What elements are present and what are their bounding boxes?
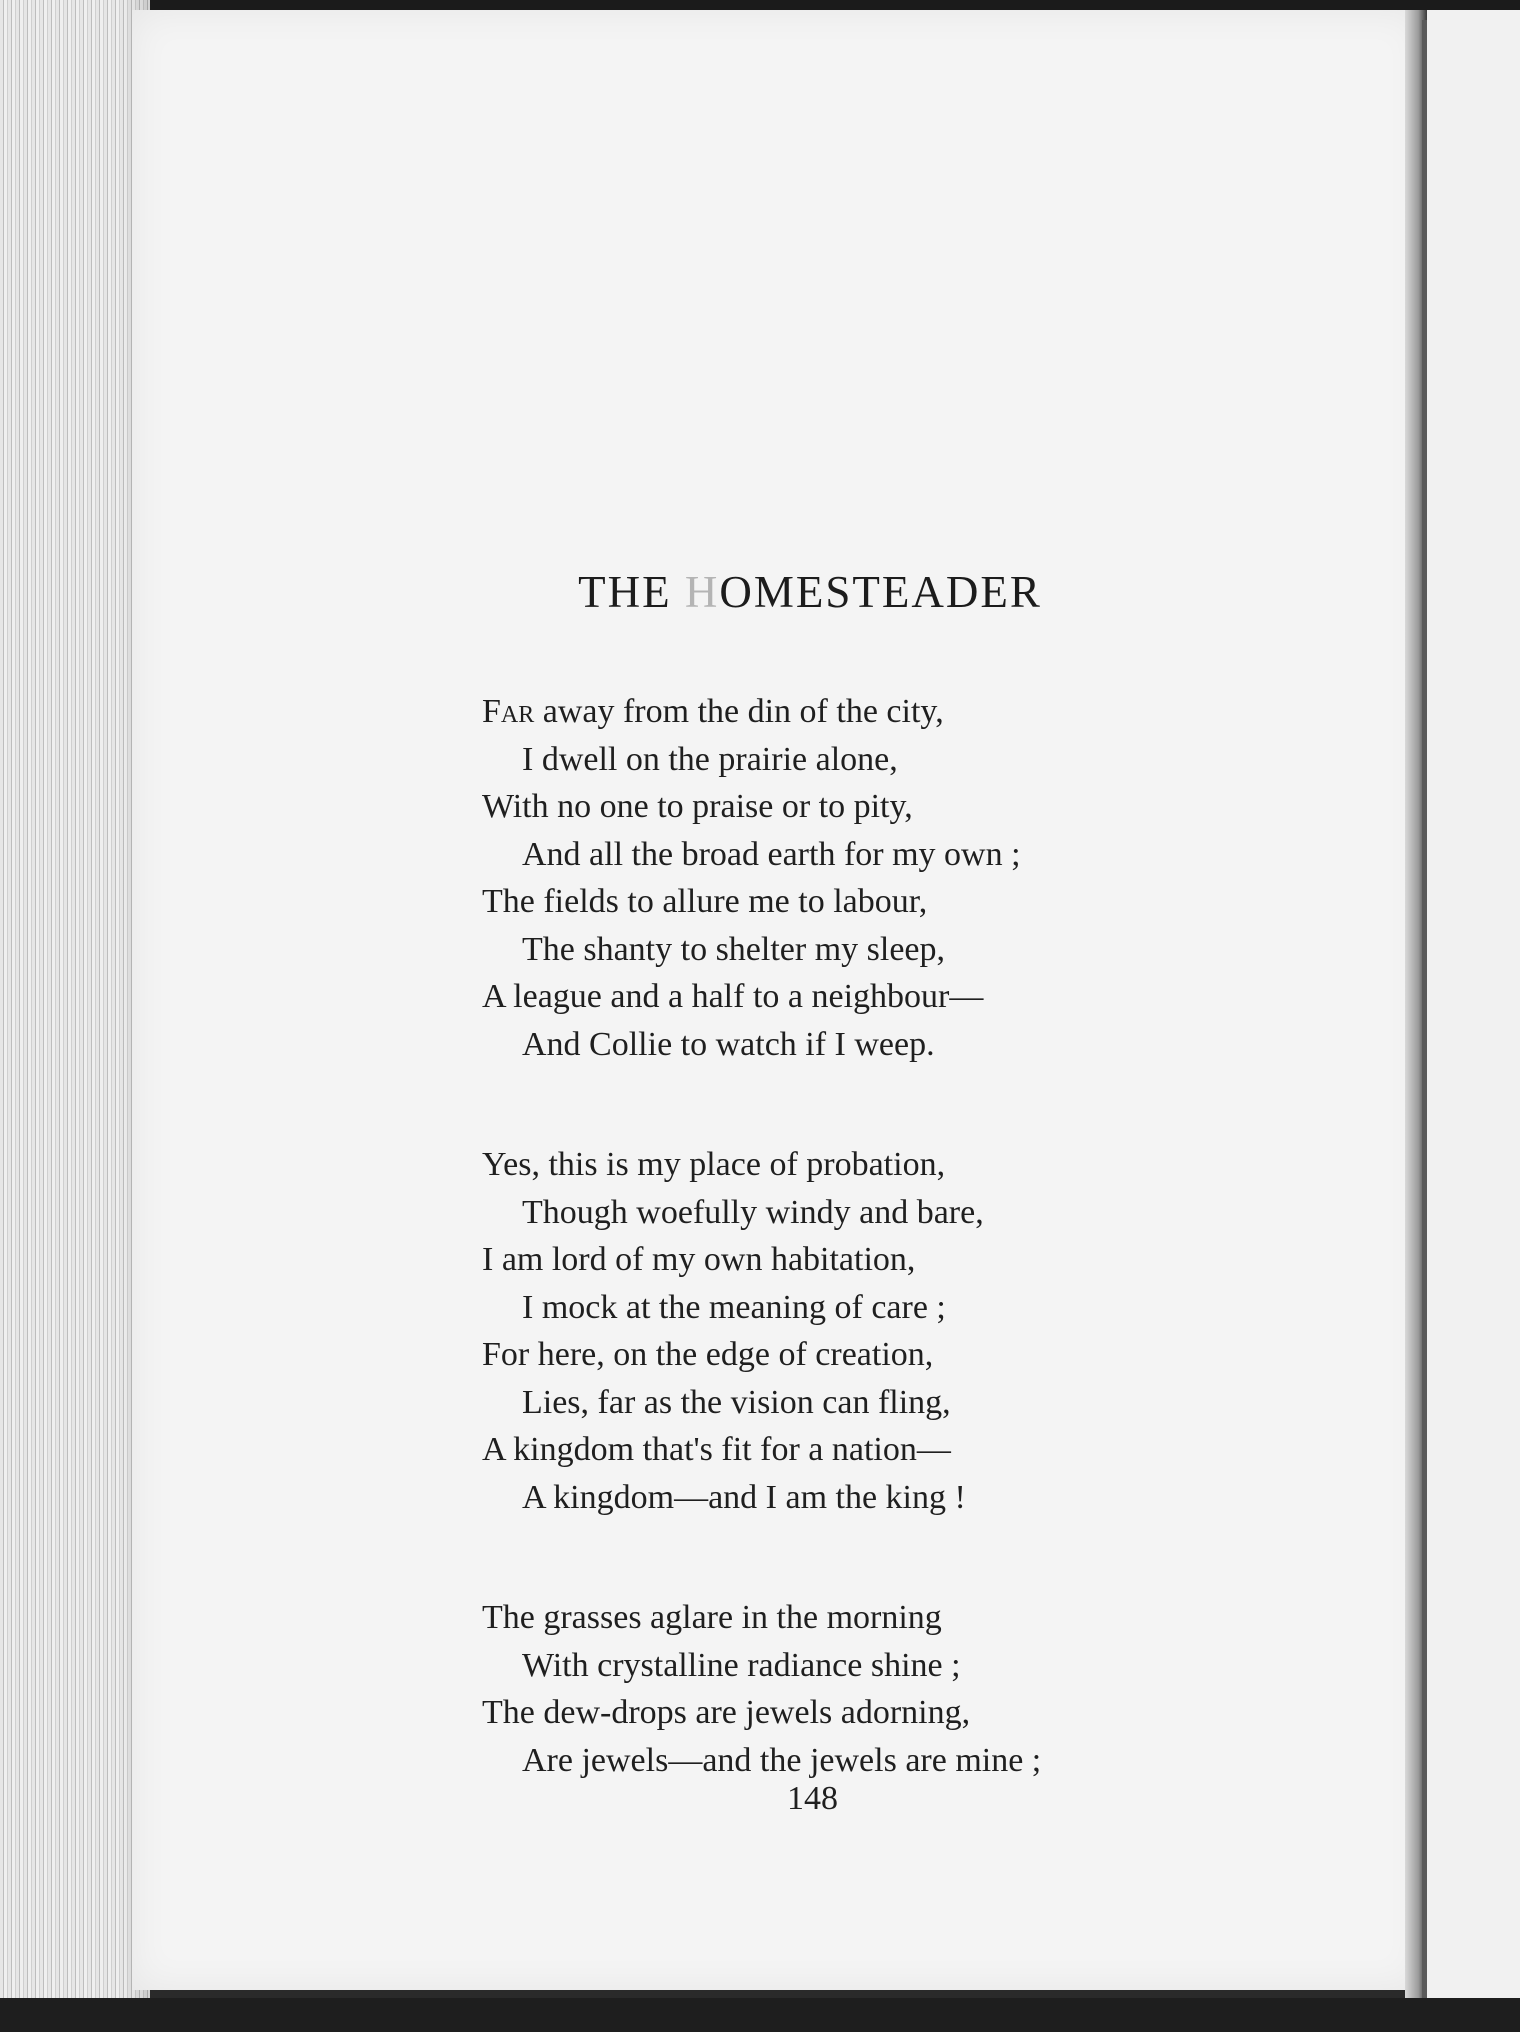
- poem-line: With crystalline radiance shine ;: [522, 1646, 961, 1684]
- poem-line: And Collie to watch if I weep.: [522, 1025, 935, 1063]
- poem-line: The shanty to shelter my sleep,: [522, 930, 946, 968]
- title-rest: OMESTEADER: [719, 567, 1042, 617]
- poem-line: [482, 688, 1202, 736]
- title-prefix: THE: [578, 567, 685, 617]
- scan-bottom-border: [0, 1998, 1520, 2032]
- poem-line: For here, on the edge of creation,: [482, 1336, 934, 1373]
- poem-body: [482, 688, 1202, 1857]
- poem-line: The grasses aglare in the morning: [482, 1599, 942, 1636]
- poem-line: Yes, this is my place of probation,: [482, 1146, 946, 1183]
- poem-line: A kingdom that's fit for a nation—: [482, 1431, 951, 1468]
- poem-line: I dwell on the prairie alone,: [522, 740, 898, 778]
- poem-line: A kingdom—and I am the king !: [522, 1478, 966, 1516]
- title-faded-letter: H: [684, 567, 720, 617]
- poem-line: The dew-drops are jewels adorning,: [482, 1694, 971, 1731]
- poem-line: With no one to praise or to pity,: [482, 788, 913, 825]
- poem-line: Though woefully windy and bare,: [522, 1193, 984, 1231]
- poem-line: Are jewels—and the jewels are mine ;: [522, 1741, 1042, 1779]
- stanza-2: [482, 1141, 1202, 1521]
- poem-line: I am lord of my own habitation,: [482, 1241, 916, 1278]
- facing-page-sliver: [1427, 10, 1520, 2010]
- poem-line: A league and a half to a neighbour—: [482, 978, 984, 1015]
- stanza-3: [482, 1594, 1202, 1784]
- poem-line: And all the broad earth for my own ;: [522, 835, 1021, 873]
- stanza-1: [482, 688, 1202, 1068]
- poem-line: I mock at the meaning of care ;: [522, 1288, 946, 1326]
- poem-line: Lies, far as the vision can fling,: [522, 1383, 951, 1421]
- poem-line: The fields to allure me to labour,: [482, 883, 928, 920]
- page-number: 148: [787, 1780, 838, 1817]
- opening-small-caps: Far: [482, 693, 535, 730]
- line-text: away from the din of the city,: [534, 693, 944, 730]
- poem-title: [0, 566, 1520, 618]
